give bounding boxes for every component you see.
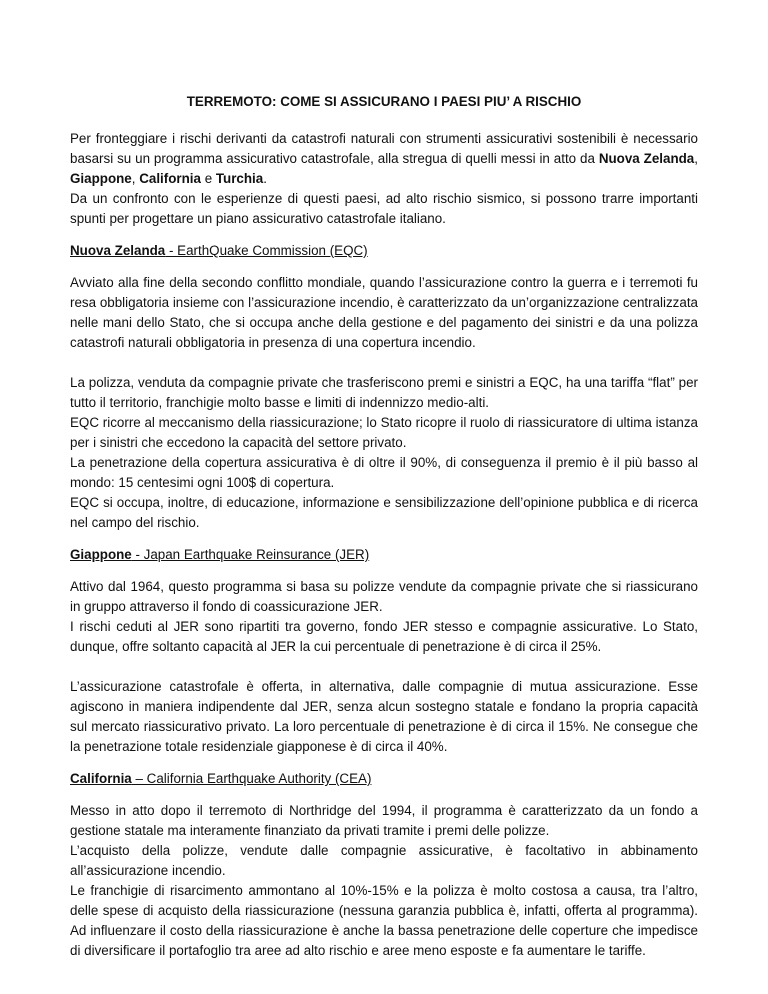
section-heading-rest: - EarthQuake Commission (EQC)	[165, 243, 368, 258]
section-heading-rest: - Japan Earthquake Reinsurance (JER)	[131, 547, 370, 562]
section-heading-jp	[70, 545, 698, 565]
ca-paragraph: Le franchigie di risarcimento ammontano al 10%-15% e la polizza è molto costosa a causa, tra l’altro, delle spese di acquisto della riassicurazione (nessuna garanzia pubblica è, infatti, offerta al programma). Ad influenzare il costo della riassicurazione è anche la bassa penetrazione delle coperture che impedisce di diversificare il portafoglio tra aree ad alto rischio e aree meno esposte e fa aumentare le tariffe.	[70, 883, 698, 958]
country-name: Turchia	[215, 171, 264, 186]
section-heading-rest: – California Earthquake Authority (CEA)	[131, 771, 372, 786]
section-heading-nz	[70, 241, 698, 261]
country-name: California	[139, 171, 201, 186]
nz-paragraph: La polizza, venduta da compagnie private che trasferiscono premi e sinistri a EQC, ha una tariffa “flat” per tutto il territorio, franchigie molto basse e limiti di indennizzo medio-alti.	[70, 375, 698, 410]
jp-paragraph: L’assicurazione catastrofale è offerta, in alternativa, dalle compagnie di mutua assicurazione. Esse agiscono in maniera indipendente dal JER, senza alcun sostegno statale e fondano la propria capacità sul mercato riassicurativo privato. La loro percentuale di penetrazione è di circa il 15%. Ne consegue che la penetrazione totale residenziale giapponese è di circa il 40%.	[70, 679, 698, 754]
section-heading-bold: California	[70, 771, 132, 786]
separator: ,	[694, 151, 698, 166]
jp-paragraph: Attivo dal 1964, questo programma si basa su polizze vendute da compagnie private che si riassicurano in gruppo attraverso il fondo di coassicurazione JER.	[70, 579, 698, 614]
separator: ,	[131, 171, 140, 186]
country-name: Nuova Zelanda	[598, 151, 695, 166]
separator: .	[263, 171, 267, 186]
document-title: TERREMOTO: COME SI ASSICURANO I PAESI PIU’ A RISCHIO	[186, 94, 582, 109]
ca-paragraph: L’acquisto della polizze, vendute dalle compagnie assicurative, è facoltativo in abbinamento all’assicurazione incendio.	[70, 843, 698, 878]
nz-paragraph: La penetrazione della copertura assicurativa è di oltre il 90%, di conseguenza il premio è il più basso al mondo: 15 centesimi ogni 100$ di copertura.	[70, 455, 698, 490]
separator: e	[200, 171, 216, 186]
intro-paragraph-2: Da un confronto con le esperienze di questi paesi, ad alto rischio sismico, si possono trarre importanti spunti per progettare un piano assicurativo catastrofale italiano.	[70, 191, 698, 226]
section-heading-bold: Nuova Zelanda	[70, 243, 166, 258]
ca-paragraph: Messo in atto dopo il terremoto di Northridge del 1994, il programma è caratterizzato da un fondo a gestione statale ma interamente finanziato da privati tramite i premi delle polizze.	[70, 803, 698, 838]
nz-paragraph: EQC si occupa, inoltre, di educazione, informazione e sensibilizzazione dell’opinione pubblica e di ricerca nel campo del rischio.	[70, 495, 698, 530]
intro-paragraph	[70, 129, 698, 189]
jp-paragraph: I rischi ceduti al JER sono ripartiti tra governo, fondo JER stesso e compagnie assicurative. Lo Stato, dunque, offre soltanto capacità al JER la cui percentuale di penetrazione è di circa il 25%.	[70, 619, 698, 654]
nz-paragraph: Avviato alla fine della secondo conflitto mondiale, quando l’assicurazione contro la guerra e i terremoti fu resa obbligatoria insieme con l’assicurazione incendio, è caratterizzato da un’organizzazione centralizzata nelle mani dello Stato, che si occupa anche della gestione e del pagamento dei sinistri e da una polizza catastrofi naturali obbligatoria in presenza di una copertura incendio.	[70, 275, 698, 350]
section-heading-bold: Giappone	[70, 547, 132, 562]
intro-text: Per fronteggiare i rischi derivanti da catastrofi naturali con strumenti assicurativi sostenibili è necessario basarsi su un programma assicurativo catastrofale, alla stregua di quelli messi in atto da	[70, 131, 698, 166]
country-name: Giappone	[70, 171, 132, 186]
nz-paragraph: EQC ricorre al meccanismo della riassicurazione; lo Stato ricopre il ruolo di riassicuratore di ultima istanza per i sinistri che eccedono la capacità del settore privato.	[70, 415, 698, 450]
section-heading-ca	[70, 769, 698, 789]
